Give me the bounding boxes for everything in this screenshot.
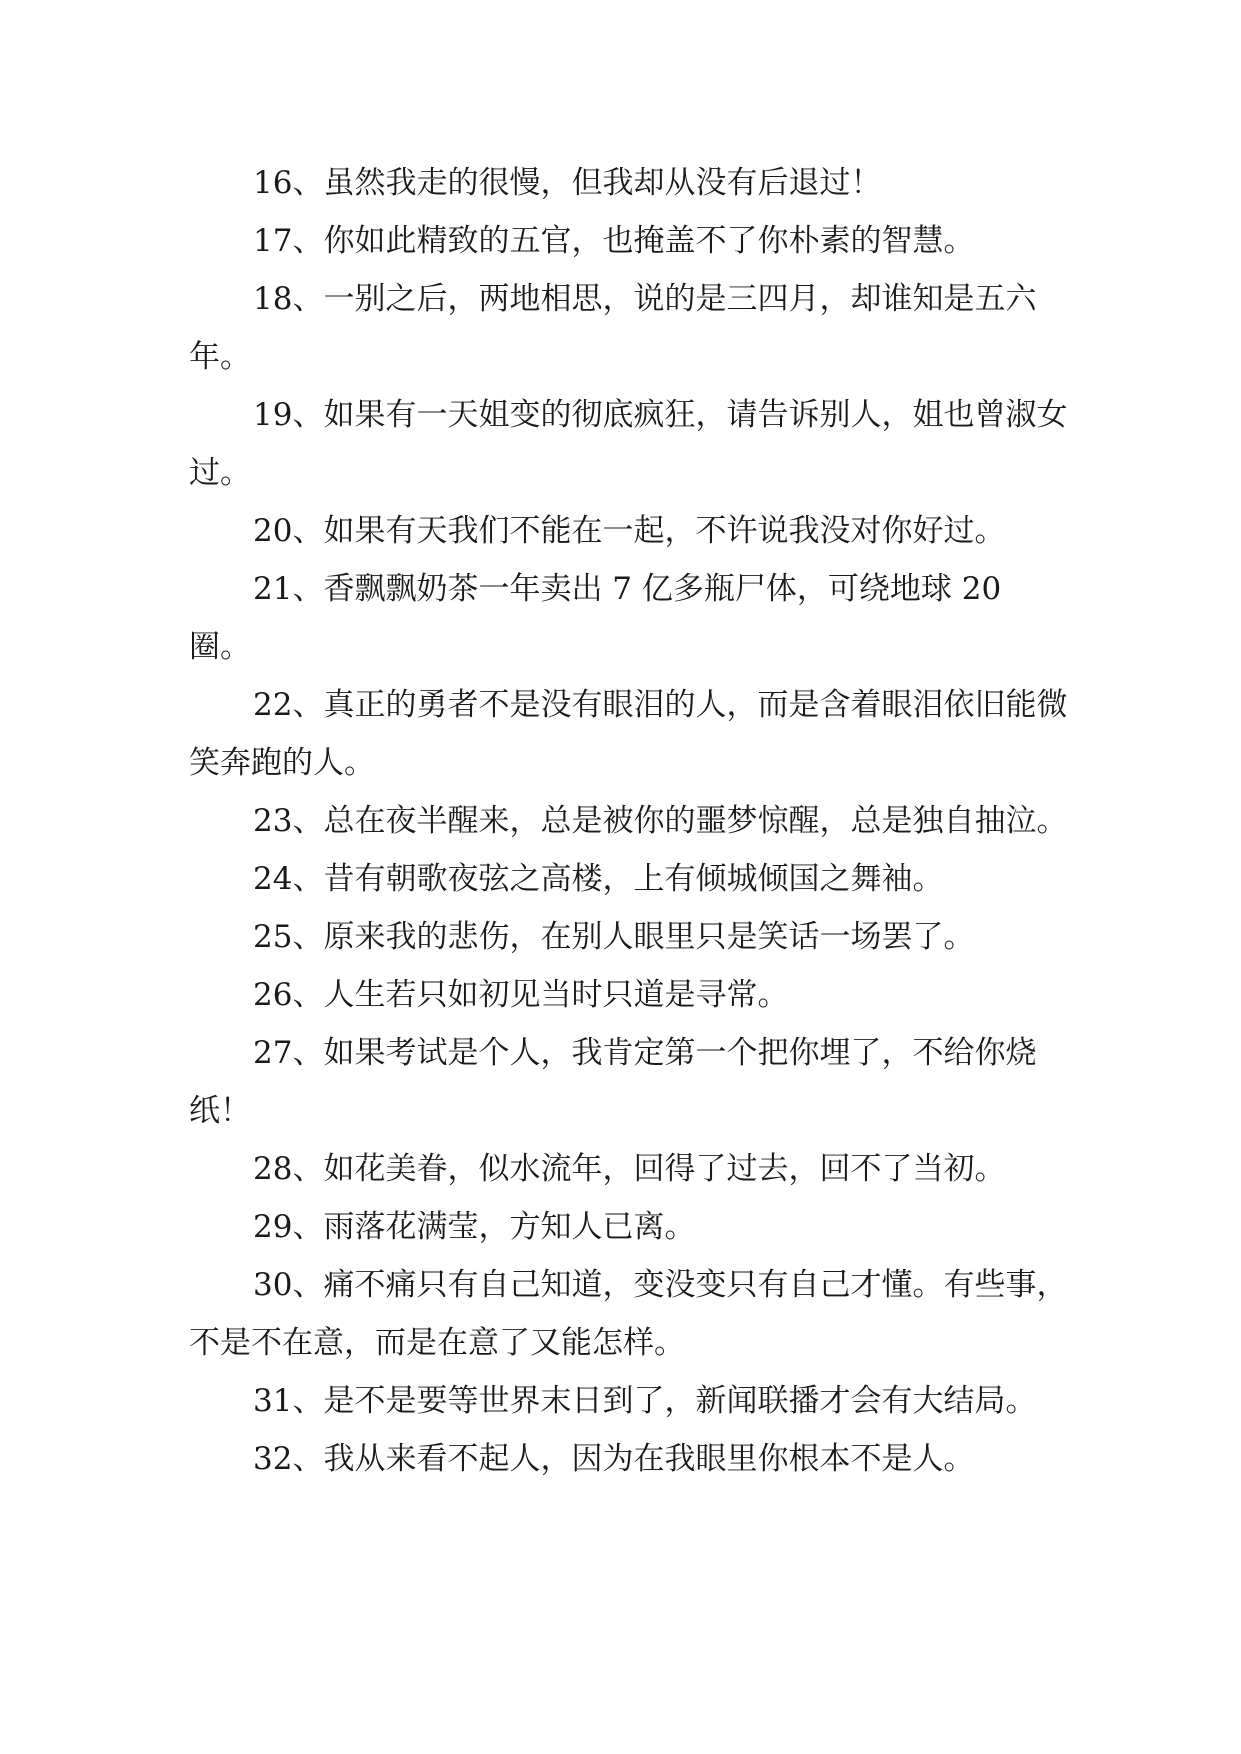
- paragraph-16: 16、虽然我走的很慢，但我却从没有后退过！: [253, 165, 882, 201]
- paragraph-31: 31、是不是要等世界末日到了，新闻联播才会有大结局。: [253, 1383, 1037, 1419]
- paragraph-17: 17、你如此精致的五官，也掩盖不了你朴素的智慧。: [253, 223, 975, 259]
- paragraph-28: 28、如花美眷，似水流年，回得了过去，回不了当初。: [253, 1151, 1006, 1187]
- paragraph-32: 32、我从来看不起人，因为在我眼里你根本不是人。: [253, 1441, 975, 1477]
- paragraph-19: 19、如果有一天姐变的彻底疯狂，请告诉别人，姐也曾淑女过。: [189, 397, 1068, 491]
- paragraph-21: 21、香飘飘奶茶一年卖出 7 亿多瓶尸体，可绕地球 20 圈。: [189, 571, 1002, 665]
- document-body: [189, 154, 1069, 1488]
- paragraph-23: 23、总在夜半醒来，总是被你的噩梦惊醒，总是独自抽泣。: [253, 803, 1068, 839]
- paragraph-26: 26、人生若只如初见当时只道是寻常。: [253, 977, 789, 1013]
- paragraph-20: 20、如果有天我们不能在一起，不许说我没对你好过。: [253, 513, 1006, 549]
- paragraph-22: 22、真正的勇者不是没有眼泪的人，而是含着眼泪依旧能微笑奔跑的人。: [189, 687, 1068, 781]
- paragraph-24: 24、昔有朝歌夜弦之高楼，上有倾城倾国之舞袖。: [253, 861, 944, 897]
- paragraph-25: 25、原来我的悲伤，在别人眼里只是笑话一场罢了。: [253, 919, 975, 955]
- paragraph-29: 29、雨落花满莹，方知人已离。: [253, 1209, 696, 1245]
- paragraph-18: 18、一别之后，两地相思，说的是三四月，却谁知是五六年。: [189, 281, 1037, 375]
- paragraph-27: 27、如果考试是个人，我肯定第一个把你埋了，不给你烧纸！: [189, 1035, 1037, 1129]
- paragraph-30: 30、痛不痛只有自己知道，变没变只有自己才懂。有些事，不是不在意，而是在意了又能怎样。: [189, 1267, 1068, 1361]
